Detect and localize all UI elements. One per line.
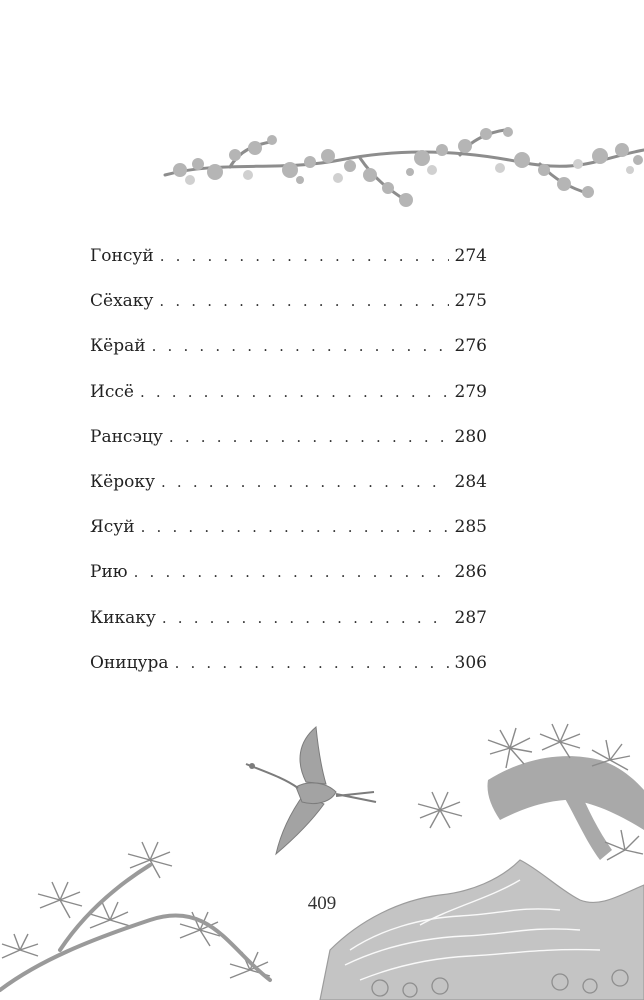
table-of-contents — [90, 240, 487, 692]
toc-entry-title: Рансэцу — [90, 426, 163, 447]
toc-leader-dots — [152, 330, 449, 362]
toc-entry-page: 286 — [454, 562, 487, 583]
toc-leader-dots — [161, 466, 449, 498]
cherry-blossom-branch-illustration — [160, 120, 644, 215]
toc-entry-title: Рию — [90, 562, 128, 583]
toc-entry-page: 274 — [454, 246, 487, 266]
toc-leader-dots — [175, 647, 449, 679]
page-number: 409 — [307, 893, 337, 914]
toc-entry — [90, 421, 487, 466]
toc-entry — [90, 556, 487, 601]
toc-entry-page: 276 — [454, 336, 487, 357]
toc-leader-dots — [162, 602, 449, 634]
toc-leader-dots — [159, 285, 448, 317]
toc-entry-title: Кикаку — [90, 607, 156, 628]
toc-leader-dots — [141, 511, 449, 543]
toc-entry-title: Кёроку — [90, 471, 155, 492]
toc-entry-page: 285 — [454, 517, 487, 538]
toc-entry-title: Кёрай — [90, 336, 146, 357]
toc-entry — [90, 330, 487, 375]
toc-entry-page: 284 — [454, 471, 487, 492]
toc-entry-title: Гонсуй — [90, 246, 154, 266]
toc-entry — [90, 602, 487, 647]
toc-entry — [90, 511, 487, 556]
toc-entry-title: Ясуй — [90, 517, 135, 538]
toc-leader-dots — [169, 421, 449, 453]
toc-leader-dots — [140, 376, 449, 408]
toc-leader-dots — [134, 556, 449, 588]
toc-entry — [90, 285, 487, 330]
flying-crane-illustration — [236, 722, 386, 857]
toc-entry-page: 280 — [454, 426, 487, 447]
toc-leader-dots — [160, 240, 449, 272]
toc-entry-page: 279 — [454, 381, 487, 402]
toc-entry-title: Сёхаку — [90, 291, 154, 312]
toc-entry — [90, 647, 487, 692]
toc-entry-page: 287 — [454, 607, 487, 628]
toc-entry-page: 306 — [454, 652, 487, 673]
toc-entry-title: Иссё — [90, 381, 134, 402]
toc-entry-title: Оницура — [90, 652, 169, 673]
toc-entry — [90, 466, 487, 511]
toc-entry-page: 275 — [454, 291, 487, 312]
toc-entry — [90, 240, 487, 285]
toc-entry — [90, 376, 487, 421]
